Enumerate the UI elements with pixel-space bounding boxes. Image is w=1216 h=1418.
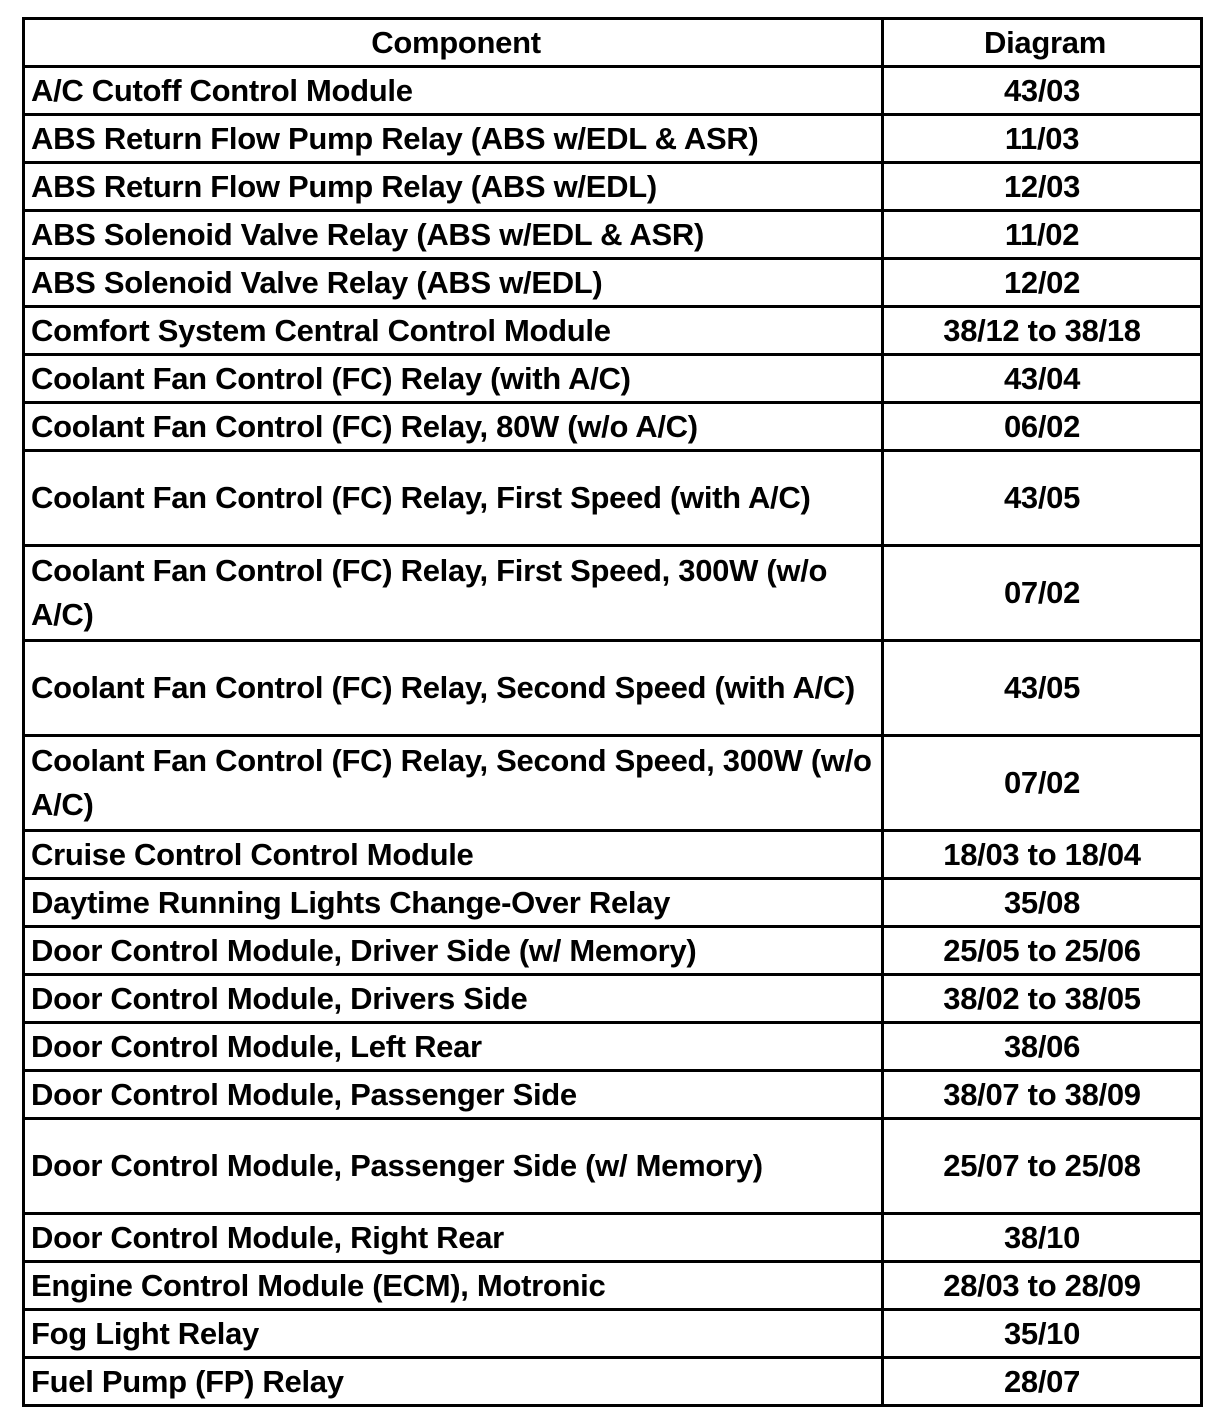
diagram-cell: 11/02: [883, 211, 1202, 259]
table-row: [24, 451, 1202, 546]
table-header-row: [24, 19, 1202, 67]
table-row: [24, 211, 1202, 259]
table-row: [24, 1071, 1202, 1119]
diagram-cell: 43/05: [883, 641, 1202, 736]
diagram-cell: 35/10: [883, 1310, 1202, 1358]
table-row: [24, 975, 1202, 1023]
component-cell: Door Control Module, Drivers Side: [24, 975, 883, 1023]
table-row: [24, 163, 1202, 211]
component-diagram-table: [22, 17, 1203, 1407]
diagram-cell: 07/02: [883, 736, 1202, 831]
diagram-cell: 38/02 to 38/05: [883, 975, 1202, 1023]
component-cell: Door Control Module, Driver Side (w/ Memory): [24, 927, 883, 975]
header-diagram: Diagram: [883, 19, 1202, 67]
table-row: [24, 403, 1202, 451]
table-row: [24, 1358, 1202, 1406]
table-row: [24, 831, 1202, 879]
table-row: [24, 736, 1202, 831]
component-cell: Cruise Control Control Module: [24, 831, 883, 879]
component-cell: ABS Solenoid Valve Relay (ABS w/EDL & ASR): [24, 211, 883, 259]
table-row: [24, 927, 1202, 975]
diagram-cell: 28/07: [883, 1358, 1202, 1406]
component-cell: Door Control Module, Passenger Side: [24, 1071, 883, 1119]
component-cell: Daytime Running Lights Change-Over Relay: [24, 879, 883, 927]
component-cell: Coolant Fan Control (FC) Relay, 80W (w/o A/C): [24, 403, 883, 451]
table-row: [24, 879, 1202, 927]
table-row: [24, 67, 1202, 115]
component-diagram-table-sheet: [22, 17, 1200, 1407]
diagram-cell: 35/08: [883, 879, 1202, 927]
component-cell: Coolant Fan Control (FC) Relay (with A/C): [24, 355, 883, 403]
component-cell: Engine Control Module (ECM), Motronic: [24, 1262, 883, 1310]
table-row: [24, 355, 1202, 403]
component-cell: Door Control Module, Left Rear: [24, 1023, 883, 1071]
diagram-cell: 12/02: [883, 259, 1202, 307]
component-cell: Comfort System Central Control Module: [24, 307, 883, 355]
table-row: [24, 1119, 1202, 1214]
table-row: [24, 1023, 1202, 1071]
component-cell: Coolant Fan Control (FC) Relay, Second Speed, 300W (w/o A/C): [24, 736, 883, 831]
component-cell: Door Control Module, Right Rear: [24, 1214, 883, 1262]
diagram-cell: 18/03 to 18/04: [883, 831, 1202, 879]
diagram-cell: 43/05: [883, 451, 1202, 546]
diagram-cell: 12/03: [883, 163, 1202, 211]
diagram-cell: 38/12 to 38/18: [883, 307, 1202, 355]
table-row: [24, 546, 1202, 641]
table-row: [24, 1262, 1202, 1310]
table-row: [24, 307, 1202, 355]
diagram-cell: 43/03: [883, 67, 1202, 115]
diagram-cell: 06/02: [883, 403, 1202, 451]
diagram-cell: 07/02: [883, 546, 1202, 641]
component-cell: ABS Return Flow Pump Relay (ABS w/EDL & ASR): [24, 115, 883, 163]
diagram-cell: 38/10: [883, 1214, 1202, 1262]
diagram-cell: 28/03 to 28/09: [883, 1262, 1202, 1310]
component-cell: Fuel Pump (FP) Relay: [24, 1358, 883, 1406]
component-cell: Coolant Fan Control (FC) Relay, First Speed (with A/C): [24, 451, 883, 546]
component-cell: Coolant Fan Control (FC) Relay, First Speed, 300W (w/o A/C): [24, 546, 883, 641]
component-cell: A/C Cutoff Control Module: [24, 67, 883, 115]
table-row: [24, 1214, 1202, 1262]
component-cell: Fog Light Relay: [24, 1310, 883, 1358]
component-cell: ABS Return Flow Pump Relay (ABS w/EDL): [24, 163, 883, 211]
component-cell: Door Control Module, Passenger Side (w/ Memory): [24, 1119, 883, 1214]
diagram-cell: 25/05 to 25/06: [883, 927, 1202, 975]
component-cell: Coolant Fan Control (FC) Relay, Second Speed (with A/C): [24, 641, 883, 736]
table-body: [24, 67, 1202, 1406]
diagram-cell: 38/07 to 38/09: [883, 1071, 1202, 1119]
component-cell: ABS Solenoid Valve Relay (ABS w/EDL): [24, 259, 883, 307]
table-row: [24, 641, 1202, 736]
header-component: Component: [24, 19, 883, 67]
diagram-cell: 11/03: [883, 115, 1202, 163]
diagram-cell: 25/07 to 25/08: [883, 1119, 1202, 1214]
diagram-cell: 43/04: [883, 355, 1202, 403]
diagram-cell: 38/06: [883, 1023, 1202, 1071]
table-row: [24, 1310, 1202, 1358]
table-row: [24, 259, 1202, 307]
table-row: [24, 115, 1202, 163]
